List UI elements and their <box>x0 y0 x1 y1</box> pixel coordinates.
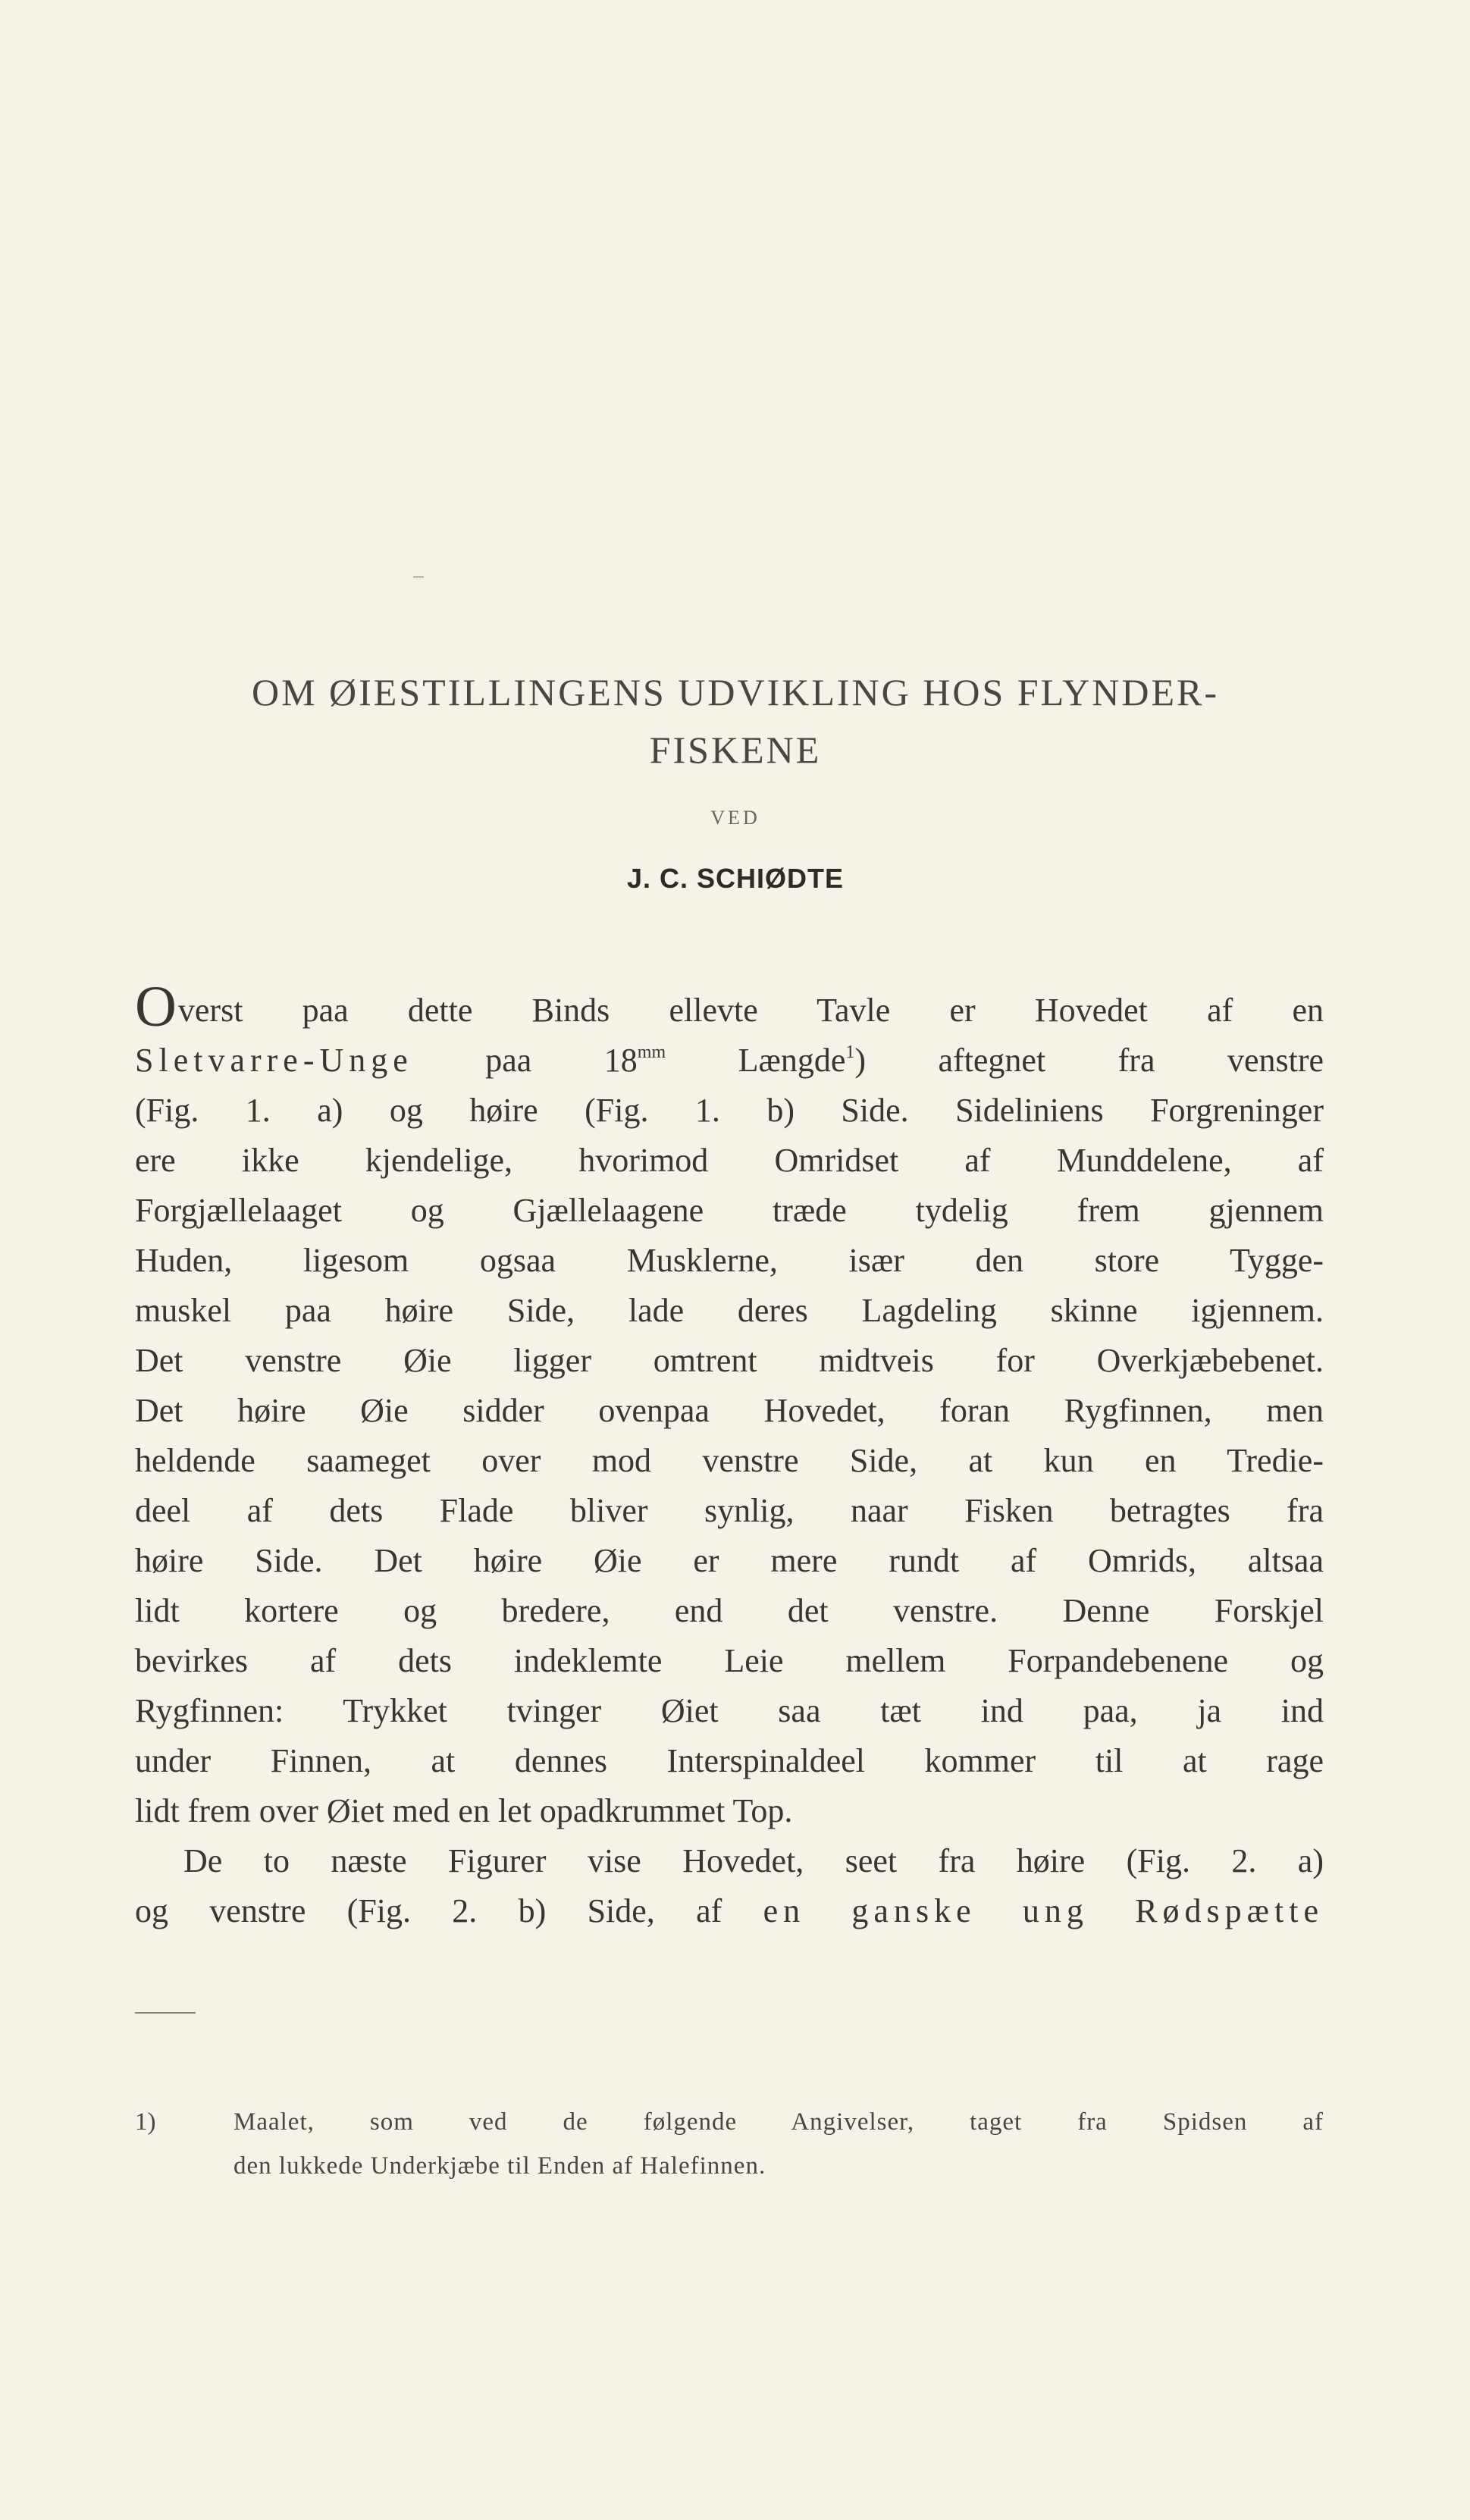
body-line-10: heldende saameget over mod venstre Side, at kun en Tredie- <box>135 1442 1324 1479</box>
body-line-9: Det høire Øie sidder ovenpaa Hovedet, foran Rygfinnen, men <box>135 1392 1324 1429</box>
body-line-4: ere ikke kjendelige, hvorimod Omridset af Munddelene, af <box>135 1142 1324 1179</box>
drop-cap: O <box>135 975 177 1039</box>
body-line-5: Forgjællelaaget og Gjællelaagene træde tydelig frem gjennem <box>135 1192 1324 1229</box>
body-line-16: under Finnen, at dennes Interspinaldeel kommer til at rage <box>135 1742 1324 1779</box>
species-name: en ganske ung Rødspætte <box>763 1892 1324 1929</box>
body-line-14: bevirkes af dets indeklemte Leie mellem Forpandebenene og <box>135 1642 1324 1679</box>
body-line-13: lidt kortere og bredere, end det venstre. Denne Forskjel <box>135 1592 1324 1629</box>
body-line-11: deel af dets Flade bliver synlig, naar Fisken betragtes fra <box>135 1492 1324 1529</box>
species-name: Sletvarre-Unge <box>135 1042 413 1079</box>
body-text <box>135 975 1324 1936</box>
body-line-15: Rygfinnen: Trykket tvinger Øiet saa tæt ind paa, ja ind <box>135 1692 1324 1729</box>
page-mark <box>413 576 424 578</box>
body-line-18: De to næste Figurer vise Hovedet, seet fra høire (Fig. 2. a) <box>183 1842 1324 1879</box>
footnote-reference: 1 <box>845 1042 855 1062</box>
footnote-mark: 1) <box>135 2108 156 2136</box>
footnote-line-1: 1) Maalet, som ved de følgende Angivelser, taget fra Spidsen af <box>135 2100 1324 2144</box>
body-line-1: Overst paa dette Binds ellevte Tavle er Hovedet af en <box>135 975 1324 1039</box>
body-line-17: lidt frem over Øiet med en let opadkrummet Top. <box>135 1792 793 1829</box>
byline: VED <box>710 807 760 829</box>
body-line-8: Det venstre Øie ligger omtrent midtveis for Overkjæbebenet. <box>135 1342 1324 1379</box>
footnote-line-2: den lukkede Underkjæbe til Enden af Halefinnen. <box>234 2152 766 2180</box>
footnote-rule <box>135 2012 196 2014</box>
body-line-19: og venstre (Fig. 2. b) Side, af en ganske ung Rødspætte <box>135 1892 1324 1929</box>
article-title-line-2: FISKENE <box>649 729 822 771</box>
body-line-12: høire Side. Det høire Øie er mere rundt af Omrids, altsaa <box>135 1542 1324 1579</box>
article-title-line-1: OM ØIESTILLINGENS UDVIKLING HOS FLYNDER- <box>251 671 1219 713</box>
body-line-2: Sletvarre-Unge paa $18^{mm}$ Længde$^1$) aftegnet fra venstre <box>135 1042 1324 1079</box>
author-name: J. C. SCHIØDTE <box>626 863 845 894</box>
body-line-3: (Fig. 1. a) og høire (Fig. 1. b) Side. Sideliniens Forgreninger <box>135 1092 1324 1129</box>
body-line-7: muskel paa høire Side, lade deres Lagdeling skinne igjennem. <box>135 1292 1324 1329</box>
unit-superscript: mm <box>637 1042 666 1062</box>
footnote <box>135 2100 1324 2188</box>
body-line-6: Huden, ligesom ogsaa Musklerne, især den store Tygge- <box>135 1242 1324 1279</box>
